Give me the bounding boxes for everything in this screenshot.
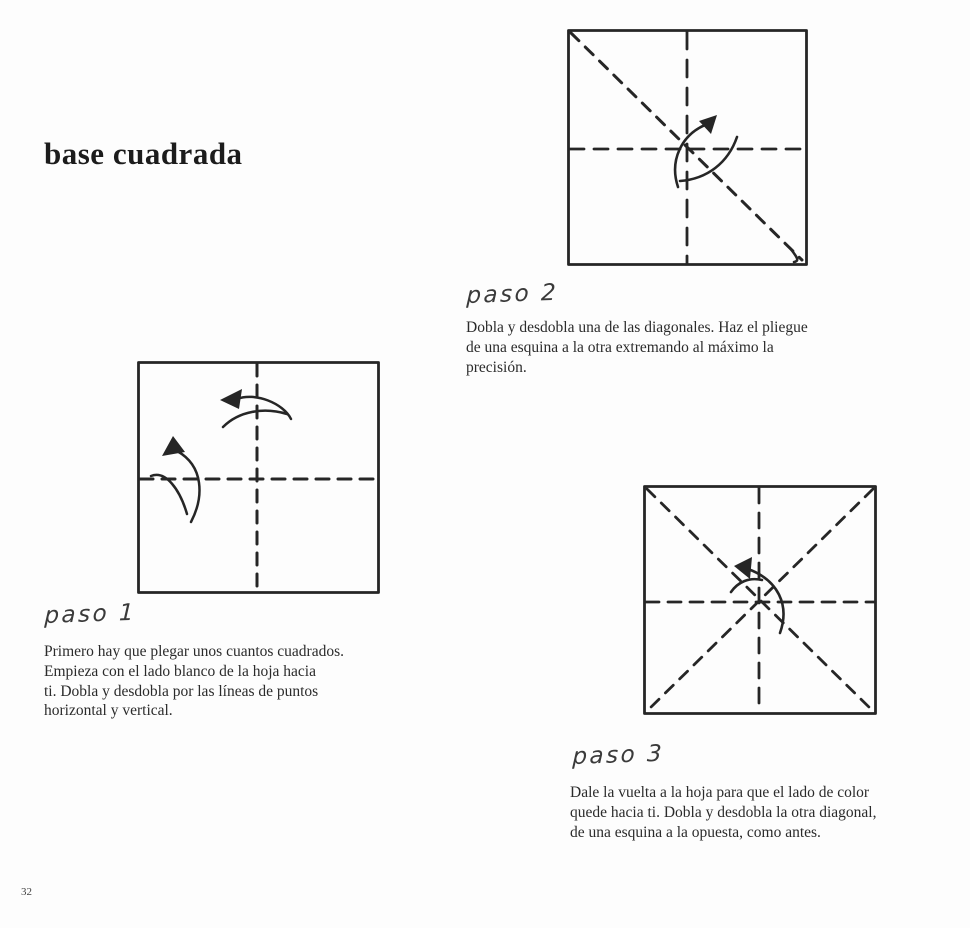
step-label-paso-1: paso 1 (44, 599, 137, 629)
page-title: base cuadrada (44, 136, 243, 171)
paso-2-diagram (566, 28, 810, 268)
text-line: Empieza con el lado blanco de la hoja hacia (44, 662, 316, 680)
step-text-paso-3 (570, 783, 876, 842)
step-label-paso-3: paso 3 (572, 740, 665, 770)
text-line: ti. Dobla y desdobla por las líneas de puntos (44, 682, 319, 700)
text-line: Dobla y desdobla una de las diagonales. Haz el pliegue (466, 319, 808, 336)
paso-1-diagram (136, 359, 382, 596)
text-line: quede hacia ti. Dobla y desdobla la otra diagonal, (570, 803, 877, 821)
text-line: Primero hay que plegar unos cuantos cuadrados. (44, 643, 345, 660)
text-line: de una esquina a la otra extremando al máximo la (466, 338, 774, 356)
page-number: 32 (21, 886, 32, 898)
text-line: de una esquina a la opuesta, como antes. (570, 823, 821, 841)
fold-unfold-arrow (675, 115, 737, 187)
step-label-paso-2: paso 2 (466, 279, 559, 309)
text-line: Dale la vuelta a la hoja para que el lado de color (570, 784, 870, 801)
step-text-paso-1 (44, 642, 344, 721)
text-line: precisión. (466, 358, 527, 376)
step-text-paso-2 (466, 318, 808, 377)
text-line: horizontal y vertical. (44, 702, 173, 720)
paso-3-diagram (642, 484, 879, 717)
